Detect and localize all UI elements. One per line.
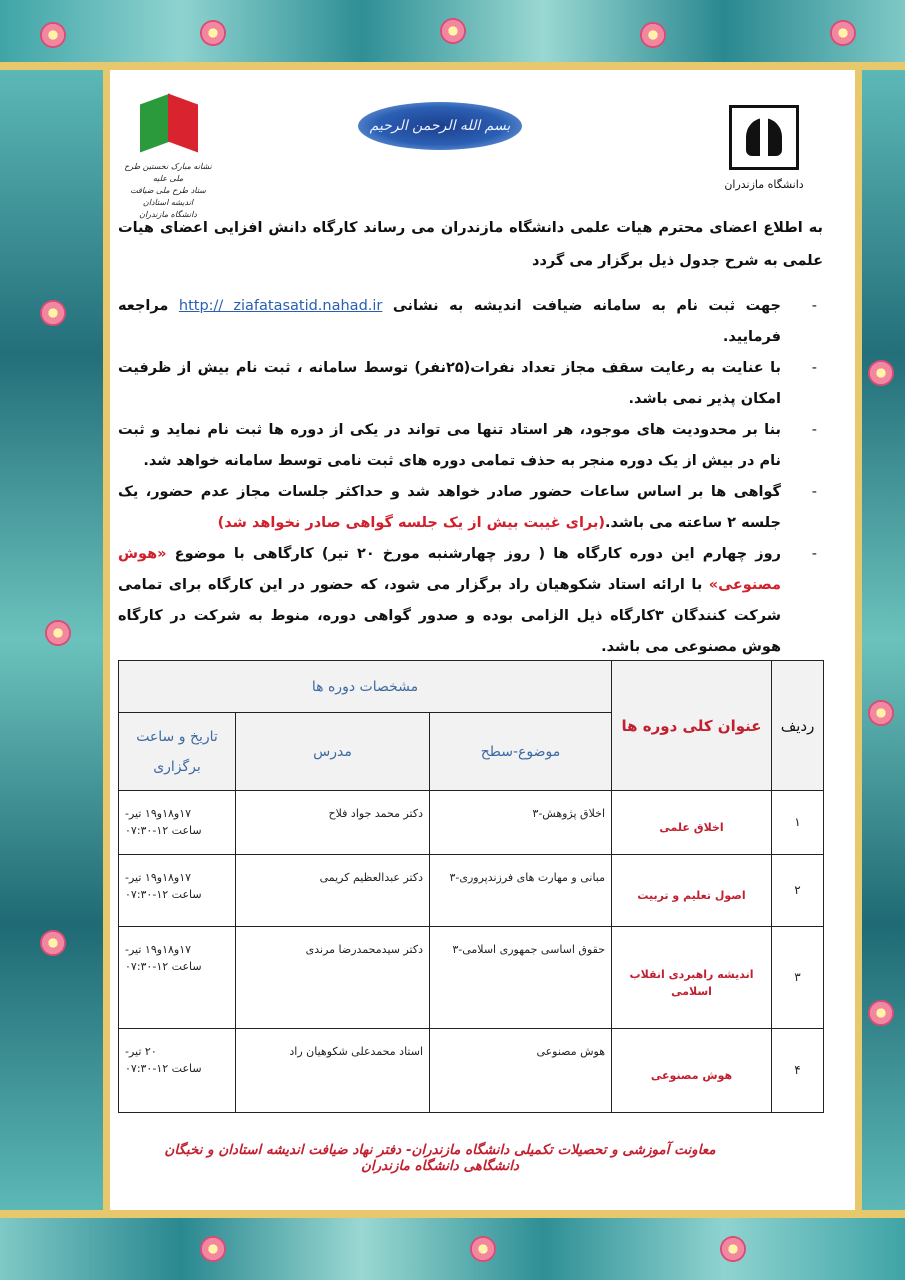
program-logo-caption: نشانه مبارک نخستین طرح ملی علیه ستاد طرح ملی ضیافت اندیشه استادان دانشگاه مازندران (124, 162, 212, 219)
course-title: اصول تعلیم و تربیت (612, 855, 772, 927)
courses-table-wrapper (118, 660, 823, 1113)
flower-ornament (200, 20, 226, 46)
header-teacher: مدرس (236, 713, 430, 791)
flower-ornament (45, 620, 71, 646)
table-row (119, 855, 824, 927)
flower-ornament (440, 18, 466, 44)
header-date: تاریخ و ساعت برگزاری (119, 713, 236, 791)
flower-ornament (470, 1236, 496, 1262)
course-date: ۲۰ تیر- ساعت ۱۲-۰۷:۳۰ (119, 1029, 236, 1113)
header-topic: موضوع-سطح (430, 713, 612, 791)
university-logo-caption: دانشگاه مازندران (724, 178, 804, 191)
course-teacher: استاد محمدعلی شکوهیان راد (236, 1029, 430, 1113)
flower-ornament (868, 360, 894, 386)
course-title: هوش مصنوعی (612, 1029, 772, 1113)
flower-ornament (720, 1236, 746, 1262)
flower-ornament (868, 700, 894, 726)
university-emblem-icon (729, 105, 799, 170)
registration-link[interactable]: http:// ziafatasatid.nahad.ir (178, 298, 383, 314)
frame-bottom-border (0, 1210, 905, 1280)
flower-ornament (830, 20, 856, 46)
list-item: - گواهی ها بر اساس ساعات حضور صادر خواهد شد و حداکثر جلسات مجاز عدم حضور، یک جلسه ۲ ساعته می باشد.(برای غیبت بیش از یک جلسه گواهی صادر نخواهد شد) (118, 477, 823, 539)
course-topic: حقوق اساسی جمهوری اسلامی-۳ (430, 927, 612, 1029)
flower-ornament (40, 930, 66, 956)
course-topic: اخلاق پژوهش-۳ (430, 791, 612, 855)
course-date: ۱۷و۱۸و۱۹ تیر- ساعت ۱۲-۰۷:۳۰ (119, 927, 236, 1029)
list-item: - با عنایت به رعایت سقف مجاز تعداد نفرات(۲۵نفر) توسط سامانه ، ثبت نام بیش از ظرفیت امکان پذیر نمی باشد. (118, 353, 823, 415)
course-teacher: دکتر محمد جواد فلاح (236, 791, 430, 855)
table-row (119, 927, 824, 1029)
header-course-specs: مشخصات دوره ها (119, 661, 612, 713)
intro-paragraph: به اطلاع اعضای محترم هیات علمی دانشگاه مازندران می رساند کارگاه دانش افزایی اعضای هیات علمی به شرح جدول ذیل برگزار می گردد (118, 220, 823, 269)
row-number: ۴ (772, 1029, 824, 1113)
flower-ornament (40, 22, 66, 48)
row-number: ۲ (772, 855, 824, 927)
course-topic: هوش مصنوعی (430, 1029, 612, 1113)
university-logo (718, 105, 810, 200)
courses-table (118, 660, 824, 1113)
list-item: - بنا بر محدودیت های موجود، هر استاد تنها می تواند در یکی از دوره ها ثبت نام نماید و ثبت نام در بیش از یک دوره منجر به حذف تمامی دوره های ثبت نامی توسط سامانه خواهد شد. (118, 415, 823, 477)
program-emblem-icon (140, 95, 198, 153)
basmala-calligraphy: بسم الله الرحمن الرحیم (358, 102, 522, 150)
absence-warning: (برای غیبت بیش از یک جلسه گواهی صادر نخواهد شد) (217, 515, 606, 531)
frame-right-border (855, 70, 905, 1210)
row-number: ۱ (772, 791, 824, 855)
flower-ornament (200, 1236, 226, 1262)
notes-list (118, 291, 823, 663)
flower-ornament (868, 1000, 894, 1026)
flower-ornament (40, 300, 66, 326)
course-teacher: دکتر عبدالعظیم کریمی (236, 855, 430, 927)
announcement-body (118, 212, 823, 663)
course-teacher: دکتر سیدمحمدرضا مرندی (236, 927, 430, 1029)
list-item: - جهت ثبت نام به سامانه ضیافت اندیشه به نشانی http:// ziafatasatid.nahad.ir مراجعه فرمایید. (118, 291, 823, 353)
header-course-title: عنوان کلی دوره ها (612, 661, 772, 791)
table-row (119, 791, 824, 855)
ai-topic-highlight: «هوش مصنوعی» (118, 546, 781, 593)
program-logo (118, 95, 218, 219)
footer-signature: معاونت آموزشی و تحصیلات تکمیلی دانشگاه مازندران- دفتر نهاد ضیافت اندیشه استادان و نخبگان دانشگاهی دانشگاه مازندران (164, 1142, 716, 1174)
course-title: اخلاق علمی (612, 791, 772, 855)
course-topic: مبانی و مهارت های فرزندپروری-۳ (430, 855, 612, 927)
row-number: ۳ (772, 927, 824, 1029)
flower-ornament (640, 22, 666, 48)
header-row-number: ردیف (772, 661, 824, 791)
list-item: - روز چهارم این دوره کارگاه ها ( روز چهارشنبه مورخ ۲۰ تیر) کارگاهی با موضوع «هوش مصنوعی» با ارائه استاد شکوهیان راد برگزار می شود، که حضور در این کارگاه برای تمامی شرکت کنندگان ۳کارگاه ذیل الزامی بوده و صدور گواهی دوره، منوط به شرکت در کارگاه هوش مصنوعی می باشد. (118, 539, 823, 663)
course-date: ۱۷و۱۸و۱۹ تیر- ساعت ۱۲-۰۷:۳۰ (119, 791, 236, 855)
course-date: ۱۷و۱۸و۱۹ تیر- ساعت ۱۲-۰۷:۳۰ (119, 855, 236, 927)
table-row (119, 1029, 824, 1113)
course-title: اندیشه راهبردی انقلاب اسلامی (612, 927, 772, 1029)
